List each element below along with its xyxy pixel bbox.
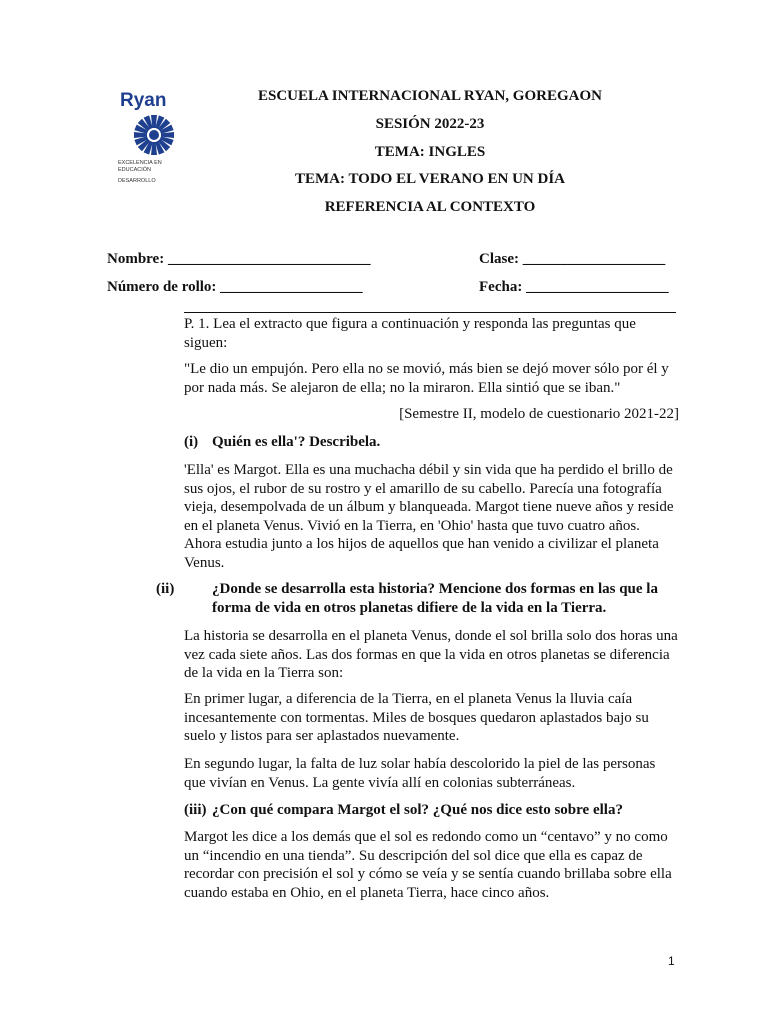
divider <box>184 312 676 313</box>
logo-emblem-icon <box>118 112 182 158</box>
question-2-number: (ii) <box>156 581 175 597</box>
logo-tagline-1: EXCELENCIA EN <box>118 160 162 166</box>
topic-title: TEMA: TODO EL VERANO EN UN DÍA <box>294 171 566 187</box>
date-field: Fecha: ___________________ <box>479 279 669 295</box>
answer-1: 'Ella' es Margot. Ella es una muchacha débil y sin vida que ha perdido el brillo de sus ojos, el rubor de su rostro y el amarillo de su cabello. Parecía una fotografía vieja, desempolvada de un álbum y blanqueada. Margot tiene nueve años y reside en el planeta Venus. Vivió en la Tierra, en 'Ohio' hasta que tuvo cuatro años. Ahora estudia junto a los hijos de aquellos que han venido a civilizar el planeta Venus. <box>184 462 674 571</box>
extract-quote: "Le dio un empujón. Pero ella no se movió, más bien se dejó mover sólo por él y por nada más. Se alejaron de ella; no la miraron. Ella sintió que se iban." <box>184 361 669 396</box>
class-field: Clase: ___________________ <box>479 251 666 267</box>
instruction-text: P. 1. Lea el extracto que figura a continuación y responda las preguntas que siguen: <box>184 316 636 351</box>
answer-2-intro: La historia se desarrolla en el planeta Venus, donde el sol brilla solo dos horas una vez cada siete años. Las dos formas en que la vida en otros planetas se diferencia de la vida en la Tierra son: <box>184 628 678 681</box>
page-number: 1 <box>668 954 675 968</box>
question-3-text: ¿Con qué compara Margot el sol? ¿Qué nos dice esto sobre ella? <box>212 802 623 818</box>
extract-source: [Semestre II, modelo de cuestionario 2021-22] <box>399 406 679 422</box>
answer-3: Margot les dice a los demás que el sol es redondo como un “centavo” y no como un “incendio en una tienda”. Su descripción del sol dice que ella es capaz de recordar con precisión el sol y cómo se veía y se sentía cuando brillaba sobre ella cuando estaba en Ohio, en el planeta Tierra, hace cinco años. <box>184 829 672 901</box>
roll-number-field: Número de rollo: ___________________ <box>107 279 363 295</box>
logo-tagline-3: DESARROLLO <box>118 178 156 184</box>
session-title: SESIÓN 2022-23 <box>375 116 485 132</box>
logo-brand: Ryan <box>120 90 167 111</box>
school-name: ESCUELA INTERNACIONAL RYAN, GOREGAON <box>258 88 602 104</box>
question-2-text: ¿Donde se desarrolla esta historia? Mencione dos formas en las que la forma de vida en otros planetas difiere de la vida en la Tierra. <box>212 581 658 616</box>
subject-title: TEMA: INGLES <box>374 144 486 160</box>
logo-tagline-2: EDUCACIÓN <box>118 167 152 173</box>
reference-title: REFERENCIA AL CONTEXTO <box>324 199 536 215</box>
question-3-number: (iii) <box>184 802 207 818</box>
question-2 <box>156 580 679 617</box>
answer-2-point-1: En primer lugar, a diferencia de la Tierra, en el planeta Venus la lluvia caía incesantemente con tormentas. Miles de bosques quedaron aplastados bajo su suelo y listos para ser aplastados nuevamente. <box>184 691 649 744</box>
question-1-number: (i) <box>184 434 199 450</box>
question-1-text: Quién es ella'? Describela. <box>212 434 381 450</box>
question-3 <box>184 801 679 820</box>
name-field: Nombre: ___________________________ <box>107 251 371 267</box>
answer-2-point-2: En segundo lugar, la falta de luz solar había descolorido la piel de las personas que vivían en Venus. La gente vivía allí en colonias subterráneas. <box>184 756 656 791</box>
question-1 <box>184 433 679 452</box>
